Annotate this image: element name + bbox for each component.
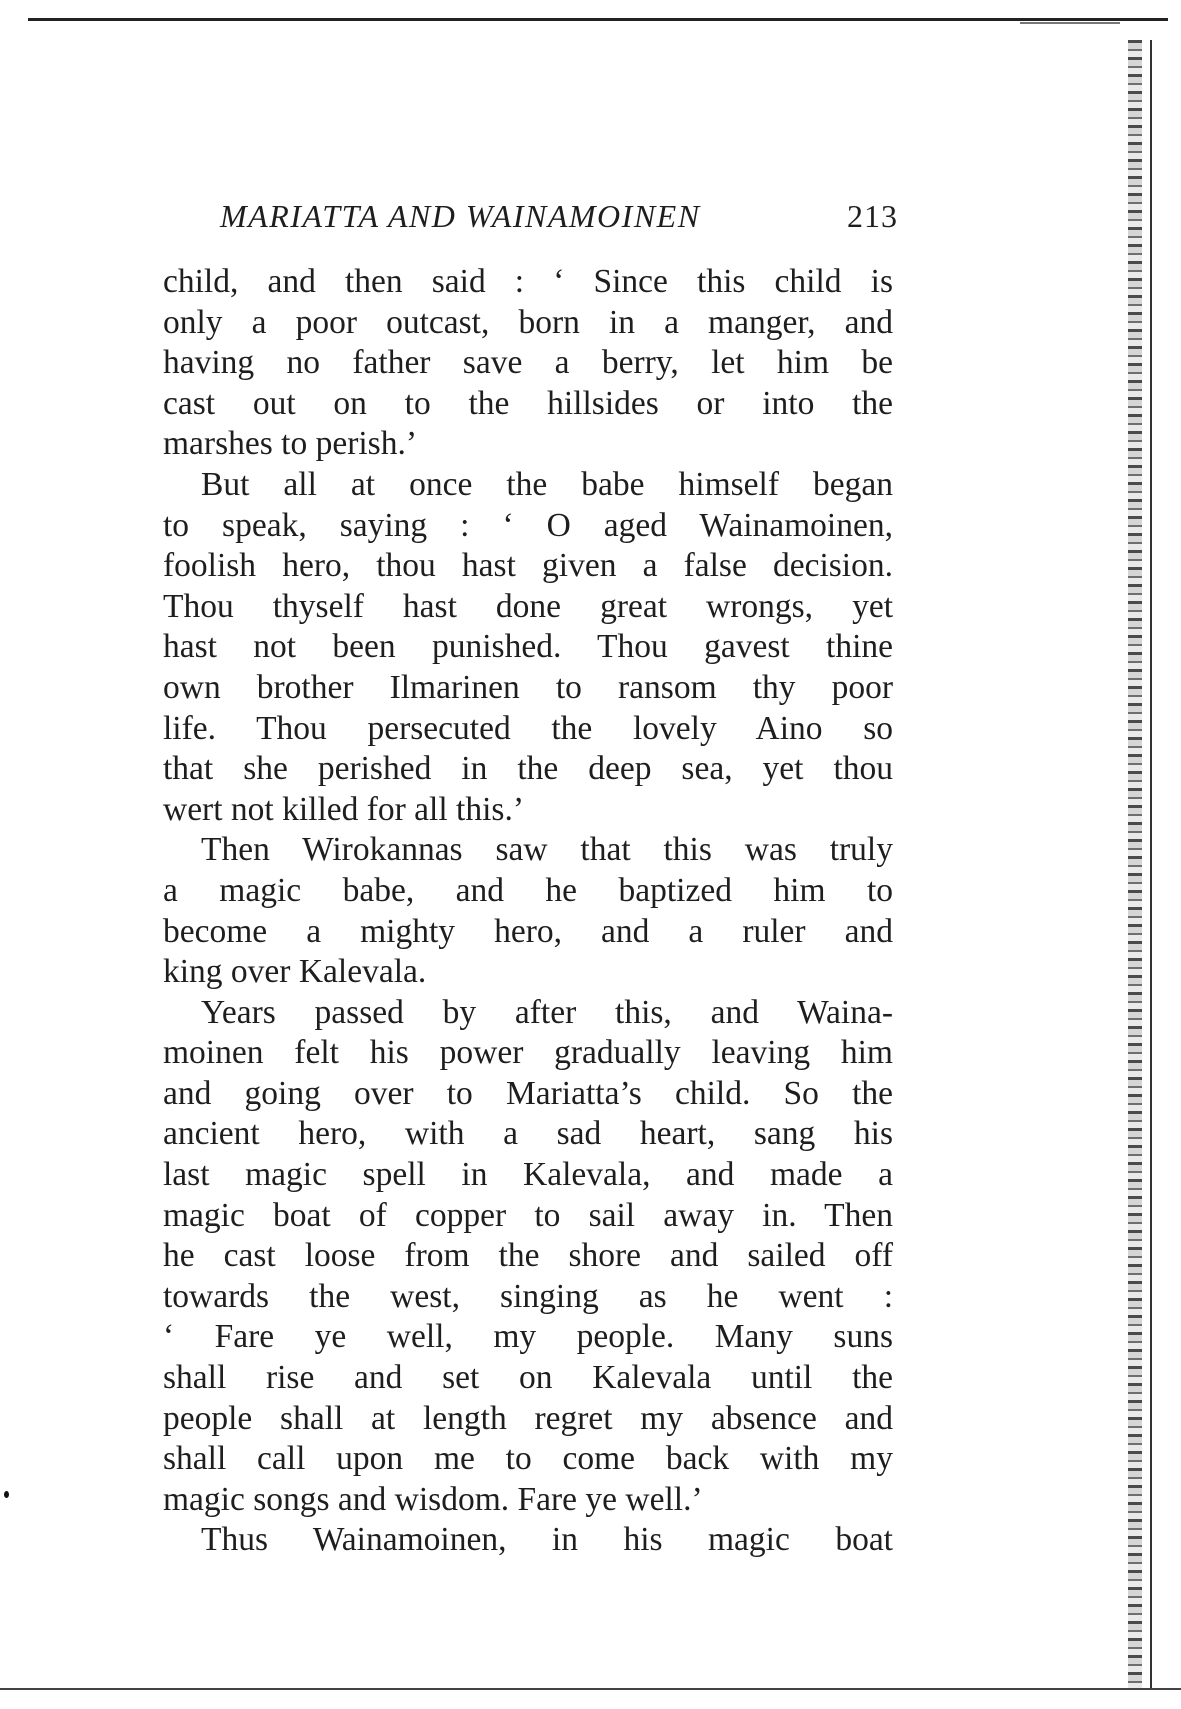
running-head — [170, 198, 898, 238]
paragraph — [163, 993, 893, 1521]
text-line: wert not killed for all this.’ — [163, 790, 524, 828]
text-line: Thou thyself hast done great wrongs, yet — [163, 587, 893, 625]
text-line: to speak, saying : ‘ O aged Wainamoinen, — [163, 506, 893, 544]
text-line: Then Wirokannas saw that this was truly — [201, 831, 893, 869]
text-line: people shall at length regret my absence and — [163, 1399, 893, 1437]
text-line: shall rise and set on Kalevala until the — [163, 1359, 893, 1397]
top-rule-fade — [1020, 22, 1120, 24]
text-line: only a poor outcast, born in a manger, and — [163, 303, 893, 341]
text-line: moinen felt his power gradually leaving him — [163, 1034, 893, 1072]
body-text — [163, 262, 893, 1561]
text-line: magic boat of copper to sail away in. Then — [163, 1196, 893, 1234]
text-line: Thus Wainamoinen, in his magic boat — [201, 1521, 893, 1559]
text-line: a magic babe, and he baptized him to — [163, 871, 893, 909]
page-binding-edge — [1128, 40, 1142, 1690]
paragraph — [163, 465, 893, 830]
ink-speck — [4, 1491, 9, 1498]
text-line: ‘ Fare ye well, my people. Many suns — [163, 1318, 893, 1356]
page-binding-line — [1150, 40, 1152, 1690]
running-head-title: MARIATTA AND WAINAMOINEN — [220, 198, 701, 234]
text-line: king over Kalevala. — [163, 953, 427, 991]
text-line: ancient hero, with a sad heart, sang his — [163, 1115, 893, 1153]
text-line: shall call upon me to come back with my — [163, 1440, 893, 1478]
text-line: child, and then said : ‘ Since this child is — [163, 263, 893, 300]
text-line: But all at once the babe himself began — [201, 465, 893, 503]
text-line: magic songs and wisdom. Fare ye well.’ — [163, 1480, 703, 1518]
top-rule — [28, 18, 1168, 21]
text-line: marshes to perish.’ — [163, 425, 417, 463]
paragraph — [163, 830, 893, 992]
text-line: Years passed by after this, and Waina- — [201, 993, 893, 1031]
text-line: he cast loose from the shore and sailed off — [163, 1237, 893, 1275]
text-line: having no father save a berry, let him be — [163, 344, 893, 382]
bottom-rule — [0, 1688, 1181, 1690]
text-line: cast out on to the hillsides or into the — [163, 384, 893, 422]
text-line: towards the west, singing as he went : — [163, 1277, 893, 1315]
text-line: last magic spell in Kalevala, and made a — [163, 1156, 893, 1194]
text-line: life. Thou persecuted the lovely Aino so — [163, 709, 893, 747]
paragraph — [163, 1520, 893, 1561]
paragraph — [163, 262, 893, 465]
text-line: own brother Ilmarinen to ransom thy poor — [163, 668, 893, 706]
text-line: that she perished in the deep sea, yet thou — [163, 750, 893, 788]
text-line: foolish hero, thou hast given a false decision. — [163, 547, 893, 585]
page-number: 213 — [847, 198, 898, 234]
text-line: hast not been punished. Thou gavest thine — [163, 628, 893, 666]
text-line: become a mighty hero, and a ruler and — [163, 912, 893, 950]
text-line: and going over to Mariatta’s child. So the — [163, 1074, 893, 1112]
